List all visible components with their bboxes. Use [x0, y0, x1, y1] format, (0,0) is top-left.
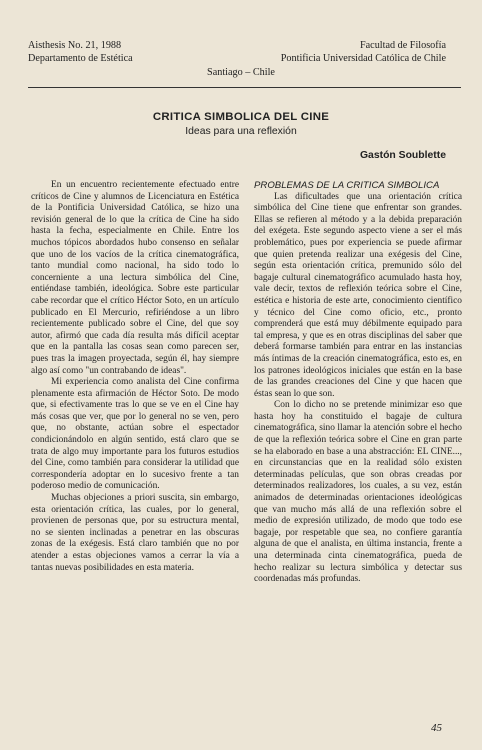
article-author: Gastón Soublette	[359, 150, 446, 161]
journal-header	[28, 40, 133, 65]
right-column	[254, 180, 462, 586]
section-heading: PROBLEMAS DE LA CRITICA SIMBOLICA	[254, 180, 440, 191]
location: Santiago – Chile	[207, 67, 275, 78]
article-title: CRITICA SIMBOLICA DEL CINE	[152, 111, 330, 123]
paragraph: Muchas objeciones a priori suscita, sin embargo, esta orientación crítica, las cuales, por lo general, provienen de personas que, por su estructura mental, no se sienten inclinadas a penetrar en las obscuras zonas de la exégesis. Está claro también que no por atender a estas objeciones vamos a cerrar la vía a tantas nuevas posibilidades en esta materia.	[31, 493, 239, 573]
paragraph: En un encuentro recientemente efectuado entre críticos de Cine y alumnos de Licenciatura en Estética de la Pontificia Universidad Católica, se hizo una revisión general de lo que la crítica de Cine ha sido hasta la fecha, especialmente en Chile. Entre los muchos tópicos abordados hubo consenso en señalar que uno de los vacíos de la crítica cinematográfica, tanto mundial como nacional, ha sido todo lo concerniente a una lectura simbólica del Cine, entiéndase también, ideológica. Sobre este particular cabe recordar que el crítico Héctor Soto, en un artículo publicado en El Mercurio, refiriéndose a un libro recientemente publicado sobre el Cine, del que soy autor, afirmó que cada día resulta más difícil aceptar que en la pantalla las cosas sean como parecen ser, pues tras la imagen proyectada, según él, hay siempre algo así como "un contrabando de ideas".	[31, 180, 239, 376]
left-column	[31, 180, 239, 574]
article-subtitle: Ideas para una reflexión	[185, 126, 297, 137]
paragraph: Con lo dicho no se pretende minimizar eso que hasta hoy ha constituido el bagaje de cultura cinematográfica, sino llamar la atención sobre el hecho de que la reflexión teórica sobre el Cine en gran parte se ha elaborado en base a una abstracción: EL CINE..., en circunstancias que en la realidad sólo existen determinadas películas, que son obras creadas por determinados realizadores, los cuales, a su vez, están animados de determinadas orientaciones ideológicas que van mucho más allá de una reflexión sobre el medio de expresión utilizado, de modo que todo ese bagaje, por respetable que sea, no confiere garantía alguna de que el analista, en última instancia, frente a una determinada cinta cinematográfica, pueda de hecho realizar su lectura simbólica y detectar sus coordenadas más profundas.	[254, 400, 462, 585]
journal-issue: Aisthesis No. 21, 1988	[28, 40, 122, 51]
paragraph: Las dificultades que una orientación crítica simbólica del Cine tiene que enfrentar son grandes. Ellas se refieren al método y a la debida preparación del exégeta. Este segundo aspecto viene a ser el más problemático, pues por experiencia se puede afirmar que quien pretenda realizar una exégesis del Cine, según esta orientación crítica, premunido sólo del bagaje cultural cinematográfico acumulado hasta hoy, vale decir, textos de reflexión teórica sobre el Cine, estética e historia de este arte, conocimiento científico y técnico del Cine como oficio, etc., pronto comprenderá que está muy débilmente equipado para tal empresa, y que es en otras disciplinas del saber que deberá formarse también para entrar en las instancias más íntimas de la creación cinematográfica, esto es, en los patrones ideológicos iniciales que están en la base de las grandes creaciones del Cine y que hacen que éstas sean lo que son.	[254, 191, 462, 399]
university: Pontificia Universidad Católica de Chile	[280, 52, 446, 64]
header-divider	[28, 87, 461, 88]
department: Departamento de Estética	[28, 52, 133, 64]
institution-header	[281, 40, 446, 65]
page-number: 45	[431, 722, 442, 734]
faculty: Facultad de Filosofía	[359, 40, 446, 51]
paragraph: Mi experiencia como analista del Cine confirma plenamente esta afirmación de Héctor Soto. De modo que, si efectivamente tras lo que se ve en el Cine hay más cosas que ver, que por lo general no se ven, pero que, no obstante, actúan sobre el espectador condicionándolo en algún sentido, está claro que se trata de algo muy importante para los futuros estudios del Cine, como también para considerar la utilidad que correspondería adoptar en lo sucesivo frente a tan poderoso medio de comunicación.	[31, 377, 239, 492]
